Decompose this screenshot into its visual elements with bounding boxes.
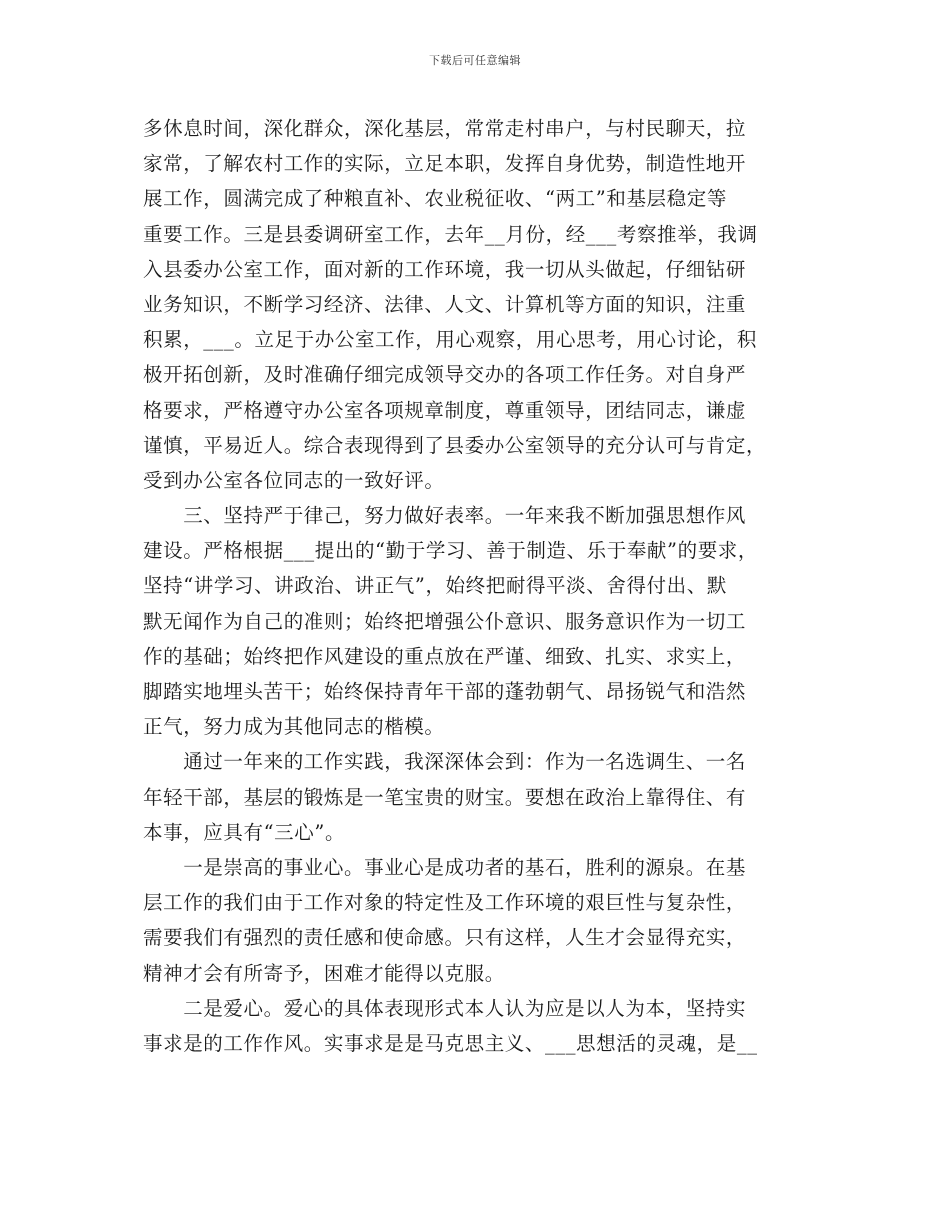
text-line: 建设。严格根据___提出的“勤于学习、善于制造、乐于奉献”的要求， xyxy=(143,539,758,563)
text-line: 业务知识，不断学习经济、法律、人文、计算机等方面的知识，注重 xyxy=(143,292,747,316)
text-line: 脚踏实地埋头苦干；始终保持青年干部的蓬勃朝气、昂扬锐气和浩然 xyxy=(143,680,747,703)
paragraph-start-line: 二是爱心。爱心的具体表现形式本人认为应是以人为本，坚持实 xyxy=(143,996,747,1020)
text-line: 事求是的工作作风。实事求是是马克思主义、___思想活的灵魂，是__ xyxy=(143,1031,758,1055)
text-line: 多休息时间，深化群众，深化基层，常常走村串户，与村民聊天，拉 xyxy=(143,117,747,140)
text-line: 默无闻作为自己的准则；始终把增强公仆意识、服务意识作为一切工 xyxy=(143,609,747,633)
text-line: 积累，___。立足于办公室工作，用心观察，用心思考，用心讨论，积 xyxy=(143,328,757,352)
paragraph-start-line: 三、坚持严于律己，努力做好表率。一年来我不断加强思想作风 xyxy=(143,504,747,528)
text-line: 需要我们有强烈的责任感和使命感。只有这样，人生才会显得充实， xyxy=(143,926,747,950)
text-line: 正气，努力成为其他同志的楷模。 xyxy=(143,715,445,739)
text-line: 入县委办公室工作，面对新的工作环境，我一切从头做起，仔细钻研 xyxy=(143,257,747,281)
text-line: 重要工作。三是县委调研室工作，去年__月份，经___考察推举，我调 xyxy=(143,222,758,246)
text-line: 作的基础；始终把作风建设的重点放在严谨、细致、扎实、求实上， xyxy=(143,644,747,668)
text-line: 极开拓创新，及时准确仔细完成领导交办的各项工作任务。对自身严 xyxy=(143,363,747,387)
text-line: 本事，应具有“三心”。 xyxy=(143,820,346,844)
text-line: 年轻干部，基层的锻炼是一笔宝贵的财宝。要想在政治上靠得住、有 xyxy=(143,785,747,809)
body-text xyxy=(143,111,823,1061)
text-line: 精神才会有所寄予，困难才能得以克服。 xyxy=(143,961,505,985)
text-line: 展工作，圆满完成了种粮直补、农业税征收、“两工”和基层稳定等 xyxy=(143,187,727,211)
text-line: 谨慎，平易近人。综合表现得到了县委办公室领导的充分认可与肯定， xyxy=(143,433,767,457)
paragraph-start-line: 通过一年来的工作实践，我深深体会到：作为一名选调生、一名 xyxy=(143,750,747,774)
paragraph-start-line: 一是崇高的事业心。事业心是成功者的基石，胜利的源泉。在基 xyxy=(143,855,747,879)
text-line: 格要求，严格遵守办公室各项规章制度，尊重领导，团结同志，谦虚 xyxy=(143,398,747,422)
text-line: 坚持“讲学习、讲政治、讲正气”，始终把耐得平淡、舍得付出、默 xyxy=(143,574,727,598)
text-line: 家常，了解农村工作的实际，立足本职，发挥自身优势，制造性地开 xyxy=(143,152,747,176)
text-line: 层工作的我们由于工作对象的特定性及工作环境的艰巨性与复杂性， xyxy=(143,891,747,915)
page-header-note: 下载后可任意编辑 xyxy=(429,54,521,67)
text-line: 受到办公室各位同志的一致好评。 xyxy=(143,468,445,492)
